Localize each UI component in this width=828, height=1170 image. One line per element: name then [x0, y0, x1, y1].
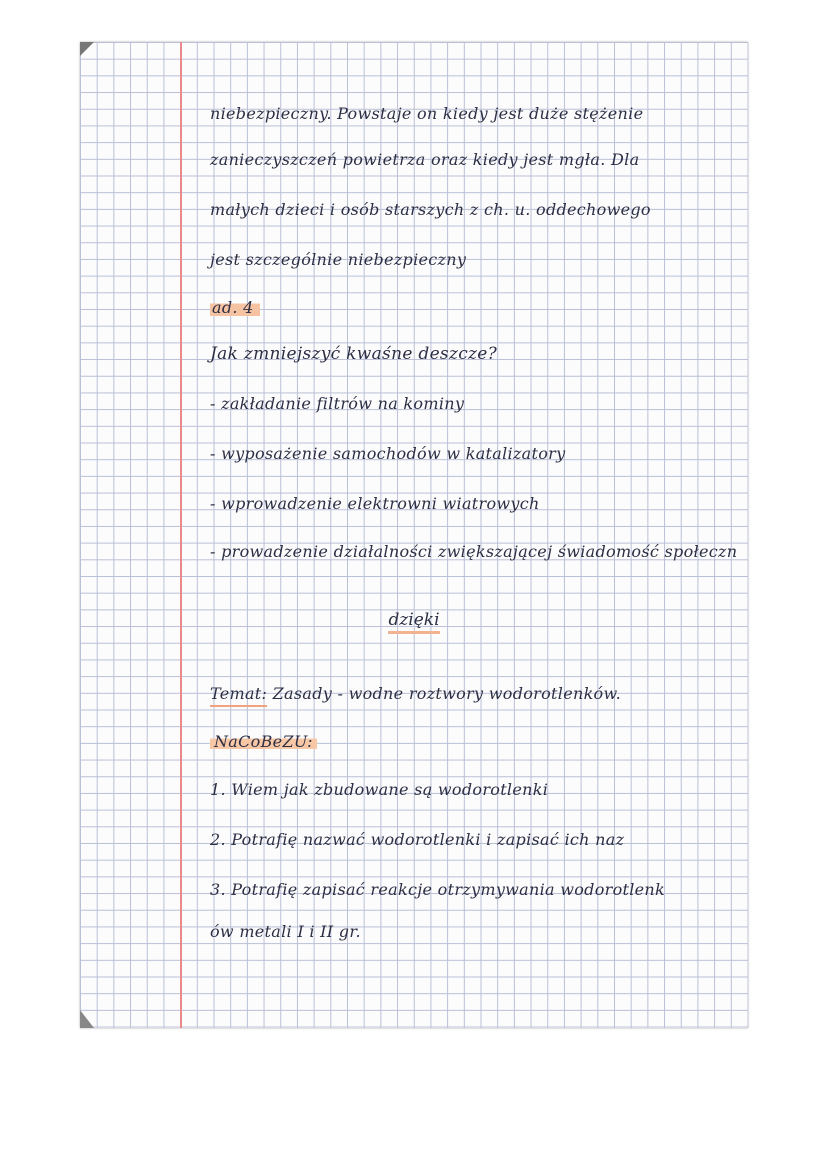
note-line: jest szczególnie niebezpieczny [210, 250, 467, 269]
goal-item: 3. Potrafię zapisać reakcje otrzymywania wodorotlenk [210, 880, 666, 899]
thanks-text: dzięki [388, 610, 439, 634]
list-item: - zakładanie filtrów na kominy [210, 394, 465, 413]
topic-line [210, 684, 621, 703]
goal-item: 1. Wiem jak zbudowane są wodorotlenki [210, 780, 549, 799]
list-item: - prowadzenie działalności zwiększającej świadomość społeczn [210, 542, 738, 561]
list-item: - wyposażenie samochodów w katalizatory [210, 444, 566, 463]
notebook-page [80, 42, 748, 1028]
list-item: - wprowadzenie elektrowni wiatrowych [210, 494, 540, 513]
goal-item: 2. Potrafię nazwać wodorotlenki i zapisać ich naz [210, 830, 625, 849]
note-line: zanieczyszczeń powietrza oraz kiedy jest mgła. Dla [210, 150, 640, 169]
margin-line [180, 42, 182, 1028]
note-line: małych dzieci i osób starszych z ch. u. oddechowego [210, 200, 651, 219]
scan-corner [80, 42, 94, 56]
goals-header: NaCoBeZU: [210, 732, 317, 751]
goal-item: ów metali I i II gr. [210, 922, 361, 941]
topic-text: Zasady - wodne roztwory wodorotlenków. [272, 684, 621, 703]
note-line: niebezpieczny. Powstaje on kiedy jest duże stężenie [210, 104, 644, 123]
topic-label: Temat: [210, 684, 267, 707]
section-label: ad. 4 [210, 298, 260, 317]
question-heading: Jak zmniejszyć kwaśne deszcze? [210, 344, 498, 364]
scan-corner [80, 1010, 94, 1028]
